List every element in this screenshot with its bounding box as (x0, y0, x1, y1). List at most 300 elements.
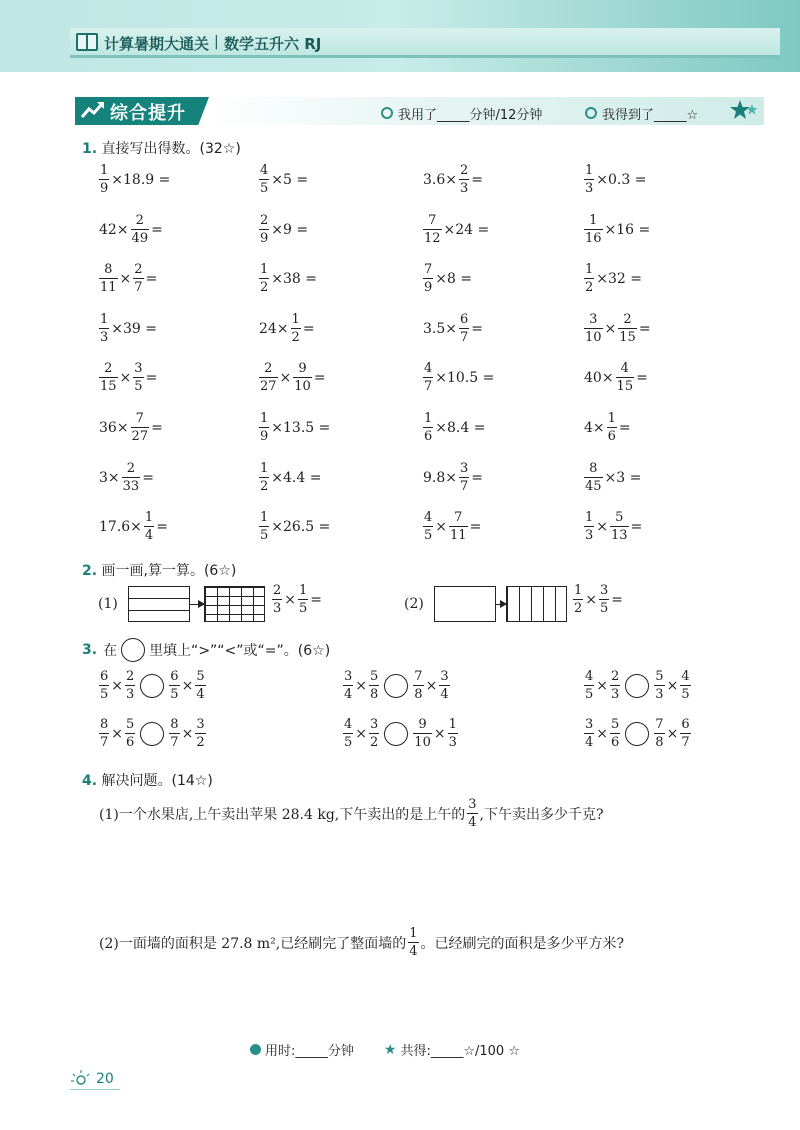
fraction-bar (125, 685, 135, 686)
expression-text: × (355, 725, 368, 742)
numerator: 3 (600, 583, 609, 598)
denominator: 2 (370, 735, 379, 750)
denominator: 3 (126, 687, 135, 702)
q1-expression (583, 362, 649, 393)
numerator: 1 (260, 510, 269, 525)
fraction (195, 718, 205, 749)
fraction-bar (259, 526, 269, 527)
item-label: (2) (404, 596, 424, 612)
denominator: 7 (681, 735, 690, 750)
expression-text: ×3 = (604, 469, 642, 486)
fraction-bar (99, 179, 109, 180)
q1-expression (583, 511, 643, 542)
denominator: 6 (607, 429, 616, 444)
drawing-strip[interactable] (128, 586, 190, 622)
numerator: 8 (589, 461, 598, 476)
footer-total: 共得:_____☆/100 ☆ (400, 1044, 520, 1059)
fraction-bar (99, 278, 118, 279)
denominator: 45 (585, 479, 602, 494)
fraction-bar (584, 179, 594, 180)
denominator: 3 (585, 181, 594, 196)
numerator: 1 (585, 510, 594, 525)
expression-text: ×0.3 = (596, 171, 647, 188)
denominator: 7 (424, 379, 433, 394)
fraction-bar (293, 377, 312, 378)
fraction (413, 670, 423, 701)
fraction (131, 412, 150, 443)
arrow-icon (190, 604, 204, 605)
expression-text: = (638, 320, 651, 337)
fraction (573, 584, 583, 615)
numerator: 1 (299, 583, 308, 598)
denominator: 3 (611, 687, 620, 702)
fraction-bar (272, 599, 282, 600)
fraction-bar (584, 229, 603, 230)
denominator: 2 (585, 280, 594, 295)
q3-comparison (583, 670, 692, 701)
fraction-bar (413, 685, 423, 686)
denominator: 4 (344, 687, 353, 702)
denominator: 5 (100, 687, 109, 702)
fraction (99, 263, 118, 294)
numerator: 4 (344, 717, 353, 732)
fraction (449, 511, 468, 542)
q3-comparison (98, 718, 207, 749)
book-icon (76, 33, 98, 51)
q1-expression (258, 412, 331, 443)
fraction-bar (584, 526, 594, 527)
expression-text: ×38 = (271, 270, 318, 287)
fraction (584, 718, 594, 749)
numerator: 8 (170, 717, 179, 732)
q1-expression (98, 511, 169, 542)
fraction-bar (144, 526, 154, 527)
question-title-after: 里填上“>”“<”或“=”。(6☆) (149, 643, 331, 659)
numerator: 6 (681, 717, 690, 732)
fraction (459, 462, 469, 493)
numerator: 1 (585, 262, 594, 277)
expression-text: = (471, 469, 484, 486)
denominator: 15 (616, 379, 634, 394)
expression-text: × (585, 591, 598, 608)
numerator: 4 (424, 510, 433, 525)
fraction (343, 718, 353, 749)
denominator: 9 (100, 181, 109, 196)
denominator: 5 (170, 687, 179, 702)
expression-text: ×24 = (443, 221, 490, 238)
numerator: 5 (126, 717, 135, 732)
denominator: 2 (260, 479, 269, 494)
question-number: 1. (82, 141, 98, 157)
numerator: 7 (428, 213, 437, 228)
numerator: 7 (424, 262, 433, 277)
q1-expression (258, 214, 309, 245)
denominator: 4 (409, 944, 418, 959)
fraction (343, 670, 353, 701)
expression-text: × (111, 725, 124, 742)
numerator: 1 (574, 583, 583, 598)
expression-text: = (469, 518, 482, 535)
footer (250, 1040, 520, 1059)
expression-text: 3.5× (423, 320, 457, 337)
fraction (584, 313, 603, 344)
numerator: 1 (607, 411, 616, 426)
numerator: 8 (104, 262, 113, 277)
numerator: 1 (291, 312, 300, 327)
denominator: 3 (460, 181, 469, 196)
fraction-bar (343, 733, 353, 734)
denominator: 3 (655, 687, 664, 702)
denominator: 10 (294, 379, 311, 394)
fraction-bar (133, 377, 143, 378)
fraction (259, 511, 269, 542)
fraction-bar (99, 685, 109, 686)
denominator: 3 (273, 601, 282, 616)
fraction (584, 462, 603, 493)
expression-text: × (604, 320, 617, 337)
q1-expression (258, 164, 309, 195)
fraction (448, 718, 458, 749)
numerator: 9 (418, 717, 427, 732)
fraction-bar (423, 229, 442, 230)
q1-expression (98, 214, 164, 245)
header-separator: | (214, 34, 219, 50)
fraction (618, 313, 637, 344)
fraction (408, 927, 418, 958)
question-4-heading (82, 770, 213, 790)
expression-text: ×10.5 = (435, 369, 495, 386)
fraction-bar (298, 599, 308, 600)
q1-expression (258, 462, 322, 493)
denominator: 5 (344, 735, 353, 750)
q1-expression (422, 462, 484, 493)
numerator: 5 (615, 510, 624, 525)
fraction (293, 362, 312, 393)
fraction-bar (439, 685, 449, 686)
fraction (99, 670, 109, 701)
numerator: 9 (298, 361, 307, 376)
fraction (584, 670, 594, 701)
q1-expression (98, 462, 155, 493)
numerator: 5 (370, 669, 379, 684)
fraction-bar (584, 328, 603, 329)
denominator: 9 (260, 429, 269, 444)
denominator: 4 (196, 687, 205, 702)
denominator: 8 (414, 687, 423, 702)
q3-comparison (98, 670, 207, 701)
fraction (131, 214, 150, 245)
numerator: 3 (344, 669, 353, 684)
denominator: 2 (291, 330, 300, 345)
q1-expression (422, 214, 490, 245)
fraction (423, 362, 433, 393)
expression-text: × (119, 369, 132, 386)
numerator: 2 (104, 361, 113, 376)
numerator: 2 (260, 213, 269, 228)
drawing-strip[interactable] (434, 586, 496, 622)
expression-text: × (119, 270, 132, 287)
fraction-bar (413, 733, 432, 734)
denominator: 27 (131, 429, 149, 444)
fraction-bar (584, 477, 603, 478)
drawing-grid[interactable] (204, 586, 265, 622)
expression-text: = (630, 518, 643, 535)
expression-text: = (618, 419, 631, 436)
fraction (584, 164, 594, 195)
compare-circle[interactable] (625, 722, 649, 746)
fraction-bar (125, 733, 135, 734)
q1-expression (98, 263, 158, 294)
fraction (654, 670, 664, 701)
denominator: 15 (100, 379, 117, 394)
compare-circle[interactable] (625, 674, 649, 698)
q1-expression (422, 412, 486, 443)
denominator: 6 (424, 429, 433, 444)
fraction (680, 718, 690, 749)
expression-text: × (181, 677, 194, 694)
fraction (195, 670, 205, 701)
compare-circle[interactable] (140, 674, 164, 698)
expression-text: × (425, 677, 438, 694)
fraction (99, 164, 109, 195)
fraction-bar (133, 278, 143, 279)
denominator: 4 (585, 735, 594, 750)
denominator: 5 (260, 181, 269, 196)
numerator: 3 (134, 361, 143, 376)
question-number: 2. (82, 563, 98, 579)
fraction (99, 362, 118, 393)
denominator: 9 (424, 280, 433, 295)
fraction-bar (423, 427, 433, 428)
fraction-bar (449, 526, 468, 527)
numerator: 6 (460, 312, 469, 327)
denominator: 16 (585, 231, 602, 246)
expression-text: = (145, 270, 158, 287)
denominator: 5 (681, 687, 690, 702)
numerator: 2 (135, 213, 144, 228)
fraction-bar (607, 427, 617, 428)
fraction (616, 362, 635, 393)
numerator: 3 (468, 797, 477, 812)
denominator: 13 (611, 528, 628, 543)
fraction-bar (195, 685, 205, 686)
fraction (459, 313, 469, 344)
expression-text: = (151, 419, 163, 436)
fraction-bar (654, 685, 664, 686)
fraction (125, 718, 135, 749)
denominator: 6 (126, 735, 135, 750)
compare-circle[interactable] (384, 674, 408, 698)
q1-expression (583, 214, 651, 245)
fraction (169, 670, 179, 701)
numerator: 1 (144, 510, 154, 525)
fraction-bar (259, 477, 269, 478)
fraction (298, 584, 308, 615)
fraction-bar (459, 328, 469, 329)
fraction-bar (195, 733, 205, 734)
numerator: 1 (589, 213, 598, 228)
fraction (133, 263, 143, 294)
fraction (610, 511, 629, 542)
expression-text: 3× (99, 469, 120, 486)
numerator: 7 (454, 510, 463, 525)
numerator: 7 (655, 717, 664, 732)
header-series-title: 计算暑期大通关 (104, 35, 210, 53)
fraction-bar (467, 813, 477, 814)
q1-expression (258, 362, 327, 393)
sun-icon (70, 1069, 92, 1087)
expression-text: ×4.4 = (271, 469, 322, 486)
denominator: 4 (468, 815, 477, 830)
numerator: 2 (460, 163, 469, 178)
arrow-icon (496, 604, 506, 605)
fraction-bar (259, 229, 269, 230)
expression-text: = (310, 591, 323, 608)
numerator: 1 (100, 163, 109, 178)
fraction (423, 263, 433, 294)
expression-text: × (279, 369, 292, 386)
q2-expression-2 (572, 584, 624, 615)
numerator: 2 (611, 669, 620, 684)
q1-expression (583, 263, 643, 294)
numerator: 1 (409, 926, 418, 941)
fraction-bar (654, 733, 664, 734)
expression-text: = (302, 320, 315, 337)
expression-text: 42× (99, 221, 129, 238)
fraction-bar (259, 278, 269, 279)
fraction (610, 670, 620, 701)
fraction (259, 164, 269, 195)
denominator: 5 (585, 687, 594, 702)
page-divider (70, 1089, 120, 1090)
expression-text: = (313, 369, 326, 386)
timer-icon (381, 107, 393, 119)
fraction (369, 718, 379, 749)
fraction-bar (599, 599, 609, 600)
expression-text: = (151, 221, 163, 238)
denominator: 5 (299, 601, 308, 616)
drawing-grid[interactable] (506, 586, 567, 622)
expression-text: ,下午卖出多少千克? (479, 806, 604, 823)
compare-circle[interactable] (384, 722, 408, 746)
fraction (654, 718, 664, 749)
expression-text: ×39 = (111, 320, 158, 337)
expression-text: = (611, 591, 624, 608)
numerator: 2 (126, 669, 135, 684)
word-problem-2 (98, 927, 625, 958)
fraction (259, 214, 269, 245)
time-used-field: 我用了_____分钟/12分钟 (398, 108, 543, 123)
expression-text: 4× (584, 419, 605, 436)
header-subject: 数学五升六 RJ (224, 35, 322, 53)
expression-text: (1)一个水果店,上午卖出苹果 28.4 kg,下午卖出的是上午的 (99, 806, 466, 823)
question-title: 直接写出得数。(32☆) (101, 141, 241, 157)
fraction-bar (369, 685, 379, 686)
fraction-bar (448, 733, 458, 734)
fraction (272, 584, 282, 615)
q1-expression (258, 263, 318, 294)
expression-text: × (433, 725, 446, 742)
check-icon (585, 107, 597, 119)
numerator: 3 (460, 461, 469, 476)
expression-text: ×26.5 = (271, 518, 331, 535)
expression-text: ×32 = (596, 270, 643, 287)
question-number: 4. (82, 773, 98, 789)
fraction (122, 462, 141, 493)
clock-icon (250, 1044, 261, 1055)
numerator: 7 (414, 669, 423, 684)
denominator: 11 (100, 280, 117, 295)
expression-text: = (145, 369, 158, 386)
q1-expression (258, 313, 316, 344)
fraction-bar (169, 733, 179, 734)
numerator: 1 (448, 717, 457, 732)
fraction (584, 263, 594, 294)
section-title: 综合提升 (110, 103, 186, 124)
fraction-bar (584, 733, 594, 734)
expression-text: = (142, 469, 154, 486)
q1-expression (98, 313, 158, 344)
q1-expression (258, 511, 331, 542)
fraction-bar (343, 685, 353, 686)
q1-expression (422, 164, 484, 195)
denominator: 10 (414, 735, 431, 750)
q1-expression (422, 511, 482, 542)
fraction (584, 511, 594, 542)
q1-expression (422, 263, 473, 294)
expression-text: = (636, 369, 648, 386)
denominator: 5 (134, 379, 143, 394)
q1-expression (583, 313, 652, 344)
expression-text: = (471, 320, 484, 337)
expression-text: 36× (99, 419, 129, 436)
numerator: 4 (585, 669, 594, 684)
q3-comparison (342, 718, 459, 749)
question-title: 画一画,算一算。(6☆) (101, 563, 237, 579)
fraction (680, 670, 690, 701)
q2-expression-1 (271, 584, 323, 615)
fraction-bar (259, 427, 269, 428)
compare-circle[interactable] (140, 722, 164, 746)
footer-time: 用时:_____分钟 (265, 1044, 354, 1059)
numerator: 3 (440, 669, 449, 684)
numerator: 5 (611, 717, 620, 732)
numerator: 7 (135, 411, 144, 426)
fraction-bar (584, 685, 594, 686)
fraction (467, 798, 477, 829)
numerator: 8 (100, 717, 109, 732)
q3-comparison (342, 670, 451, 701)
denominator: 4 (440, 687, 449, 702)
denominator: 7 (460, 330, 469, 345)
denominator: 8 (370, 687, 379, 702)
expression-text: 24× (259, 320, 289, 337)
word-problem-1 (98, 798, 605, 829)
fraction (291, 313, 301, 344)
denominator: 7 (134, 280, 143, 295)
denominator: 2 (196, 735, 205, 750)
fraction-bar (369, 733, 379, 734)
denominator: 15 (619, 330, 636, 345)
fraction (423, 511, 433, 542)
fraction-bar (610, 685, 620, 686)
fraction (144, 511, 154, 542)
denominator: 10 (585, 330, 602, 345)
circle-blank-icon (121, 638, 145, 662)
denominator: 9 (260, 231, 269, 246)
denominator: 3 (585, 528, 594, 543)
numerator: 3 (196, 717, 205, 732)
